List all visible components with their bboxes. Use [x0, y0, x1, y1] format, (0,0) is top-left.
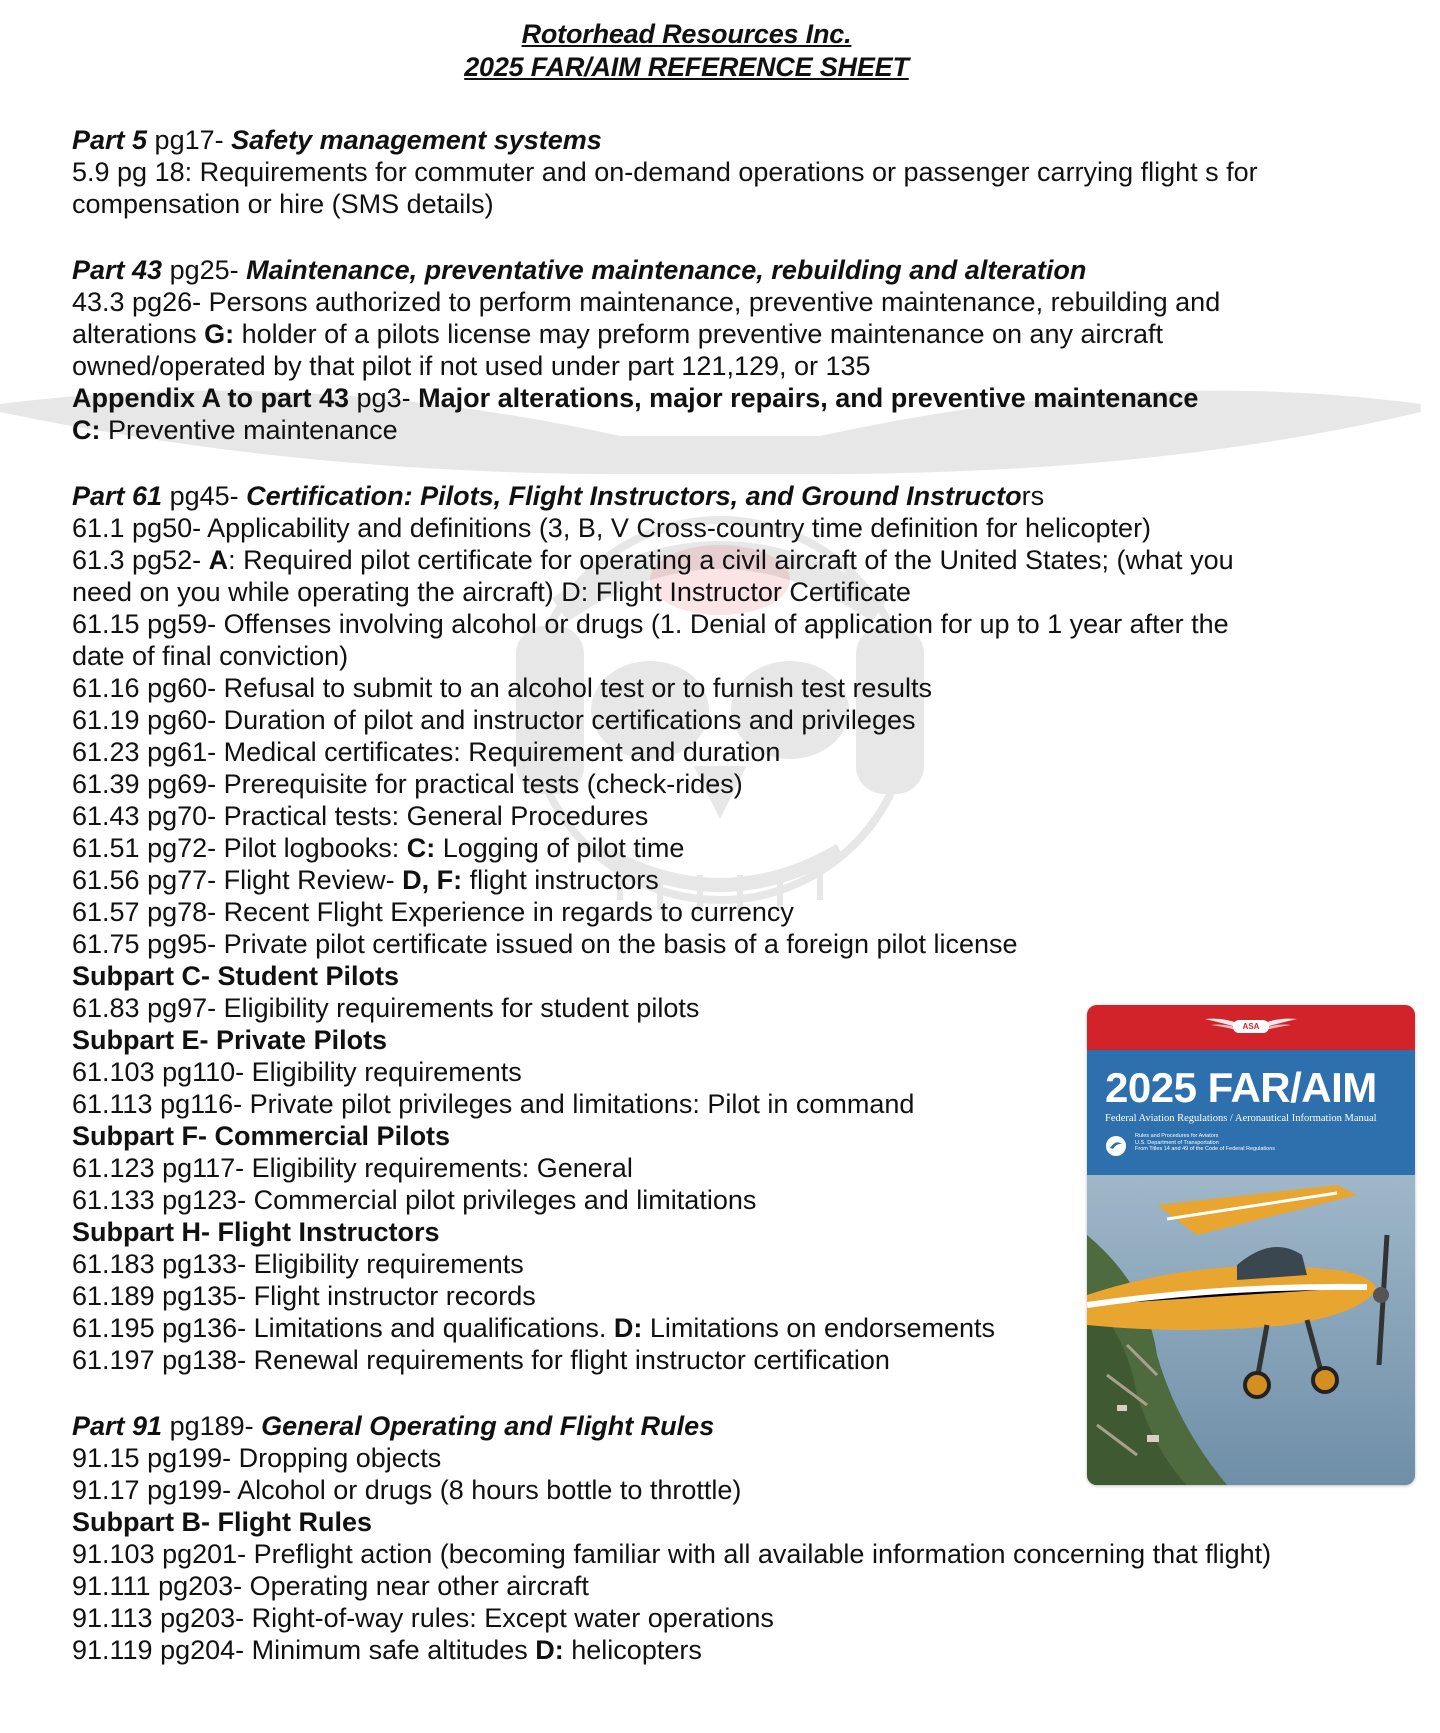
part-page: pg17- — [147, 125, 232, 155]
part-label: Part 5 — [72, 125, 148, 155]
entry-91-119: 91.119 pg204- Minimum safe altitudes D: helicopters — [72, 1635, 702, 1665]
entry-61-195: 61.195 pg136- Limitations and qualifications. D: Limitations on endorsements — [72, 1313, 996, 1343]
entry-61-83: 61.83 pg97- Eligibility requirements for student pilots — [72, 993, 700, 1023]
part-label: Part 91 — [72, 1411, 163, 1441]
entry-61-1: 61.1 pg50- Applicability and definitions (3, B, V Cross-country time definition for helicopter) — [72, 513, 1152, 543]
entry-91-111: 91.111 pg203- Operating near other aircraft — [72, 1571, 589, 1601]
part-5-section — [72, 124, 1322, 220]
entry-61-15: 61.15 pg59- Offenses involving alcohol or drugs (1. Denial of application for up to 1 year after the date of final conviction) — [72, 609, 1229, 671]
entry-61-103: 61.103 pg110- Eligibility requirements — [72, 1057, 522, 1087]
entry-61-19: 61.19 pg60- Duration of pilot and instructor certifications and privileges — [72, 705, 916, 735]
entry-5-9: 5.9 pg 18: Requirements for commuter and on-demand operations or passenger carrying flight s for compensation or hire (SMS details) — [72, 157, 1258, 219]
subpart-c-heading: Subpart C- Student Pilots — [72, 961, 399, 991]
entry-61-56: 61.56 pg77- Flight Review- D, F: flight instructors — [72, 865, 659, 895]
part-title: Safety management systems — [231, 125, 602, 155]
entry-61-197: 61.197 pg138- Renewal requirements for flight instructor certification — [72, 1345, 890, 1375]
entry-61-113: 61.113 pg116- Private pilot privileges and limitations: Pilot in command — [72, 1089, 915, 1119]
subpart-b-heading: Subpart B- Flight Rules — [72, 1507, 372, 1537]
part-label: Part 61 — [72, 481, 163, 511]
sheet-header — [72, 0, 1301, 84]
entry-61-39: 61.39 pg69- Prerequisite for practical tests (check-rides) — [72, 769, 743, 799]
entry-91-17: 91.17 pg199- Alcohol or drugs (8 hours bottle to throttle) — [72, 1475, 742, 1505]
dot-seal-icon — [1105, 1135, 1127, 1157]
cover-small-print: Rules and Procedures for Aviators U.S. Department of Transportation From Titles 14 and 49 of the Code of Federal Regulations — [1135, 1133, 1276, 1152]
part-page: pg189- — [162, 1411, 262, 1441]
subpart-e-heading: Subpart E- Private Pilots — [72, 1025, 388, 1055]
entry-61-3: 61.3 pg52- A: Required pilot certificate for operating a civil aircraft of the United States; (what you need on you while operating the aircraft) D: Flight Instructor Certificate — [72, 545, 1234, 607]
cover-subtitle: Federal Aviation Regulations / Aeronautical Information Manual — [1105, 1113, 1377, 1124]
part-page: pg45- — [162, 481, 247, 511]
cover-title: 2025 FAR/AIM — [1105, 1064, 1377, 1111]
part-title: Maintenance, preventative maintenance, rebuilding and alteration — [246, 255, 1087, 285]
entry-61-16: 61.16 pg60- Refusal to submit to an alcohol test or to furnish test results — [72, 673, 932, 703]
appendix-a-heading: Appendix A to part 43 pg3- Major alterations, major repairs, and preventive maintenance — [72, 383, 1199, 413]
subpart-h-heading: Subpart H- Flight Instructors — [72, 1217, 440, 1247]
entry-91-15: 91.15 pg199- Dropping objects — [72, 1443, 442, 1473]
asa-badge: ASA — [1233, 1020, 1269, 1033]
yellow-airplane-photo — [1087, 1175, 1415, 1485]
entry-91-113: 91.113 pg203- Right-of-way rules: Except water operations — [72, 1603, 774, 1633]
sheet-title: 2025 FAR/AIM REFERENCE SHEET — [464, 52, 909, 82]
entry-61-51: 61.51 pg72- Pilot logbooks: C: Logging of pilot time — [72, 833, 685, 863]
far-aim-book-cover — [1087, 1005, 1415, 1485]
company-name: Rotorhead Resources Inc. — [521, 19, 852, 49]
appendix-a-entry: C: Preventive maintenance — [72, 415, 398, 445]
subpart-f-heading: Subpart F- Commercial Pilots — [72, 1121, 451, 1151]
entry-91-103: 91.103 pg201- Preflight action (becoming familiar with all available information concerning that flight) — [72, 1539, 1272, 1569]
part-label: Part 43 — [72, 255, 163, 285]
entry-61-133: 61.133 pg123- Commercial pilot privileges and limitations — [72, 1185, 757, 1215]
entry-61-123: 61.123 pg117- Eligibility requirements: General — [72, 1153, 633, 1183]
entry-61-43: 61.43 pg70- Practical tests: General Procedures — [72, 801, 649, 831]
part-title: Certification: Pilots, Flight Instructors, and Ground Instructo — [246, 481, 1022, 511]
entry-61-189: 61.189 pg135- Flight instructor records — [72, 1281, 536, 1311]
entry-43-3: 43.3 pg26- Persons authorized to perform maintenance, preventive maintenance, rebuilding and alterations G: holder of a pilots license may preform preventive maintenance on any aircraft owned/operated by that pilot if not used under part 121,129, or 135 — [72, 287, 1221, 381]
entry-61-183: 61.183 pg133- Eligibility requirements — [72, 1249, 524, 1279]
entry-61-57: 61.57 pg78- Recent Flight Experience in regards to currency — [72, 897, 794, 927]
entry-61-75: 61.75 pg95- Private pilot certificate issued on the basis of a foreign pilot license — [72, 929, 1018, 959]
part-page: pg25- — [162, 255, 247, 285]
part-43-section — [72, 254, 1322, 446]
part-title: General Operating and Flight Rules — [261, 1411, 715, 1441]
entry-61-23: 61.23 pg61- Medical certificates: Requirement and duration — [72, 737, 781, 767]
part-61-section: Part 61 pg45- Certification: Pilots, Flight Instructors, and Ground Instructors 61.1 pg50- Applicability and definitions (3, B, V Cross-country time definition for helicopter) 61.3 pg52- A: Required pilot certificate for operating a civil aircraft of the United States; (what you need on you while operating the aircraft) D: Flight Instructor Certificate 61.15 pg59- Offenses involving alcohol or drugs (1. Denial of application for up to 1 year after the date of final conviction) 61.16 pg60- Refusal to submit to an alcohol test or to furnish test results 61.19 pg60- Duration of pilot and instructor certifications and privileges 61.23 pg61- Medical certificates: Requirement and duration 61.39 pg69- Prerequisite for practical tests (check-rides) 61.43 pg70- Practical tests: General Procedures 61.51 pg72- Pilot logbooks: C: Logging of pilot time 61.56 pg77- Flight Review- D, F: flight instructors 61.57 pg78- Recent Flight Experience in regards to currency 61.75 pg95- Private pilot certificate issued on the basis of a foreign pilot license Subpart C- Student Pilots 61.83 pg97- Eligibility requirements for student pilots Subpart E- Private Pilots 61.103 pg110- Eligibility requirements 61.113 pg116- Private pilot privileges and limitations: Pilot in command Subpart F- Commercial Pilots 61.123 pg117- Eligibility requirements: General 61.133 pg123- Commercial pilot privileges and limitations Subpart H- Flight Instructors 61.183 pg133- Eligibility requirements 61.189 pg135- Flight instructor records 61.195 pg136- Limitations and qualifications. D: Limitations on endorsements 61.197 pg138- Renewal requirements for flight instructor certification — [72, 480, 1322, 1376]
